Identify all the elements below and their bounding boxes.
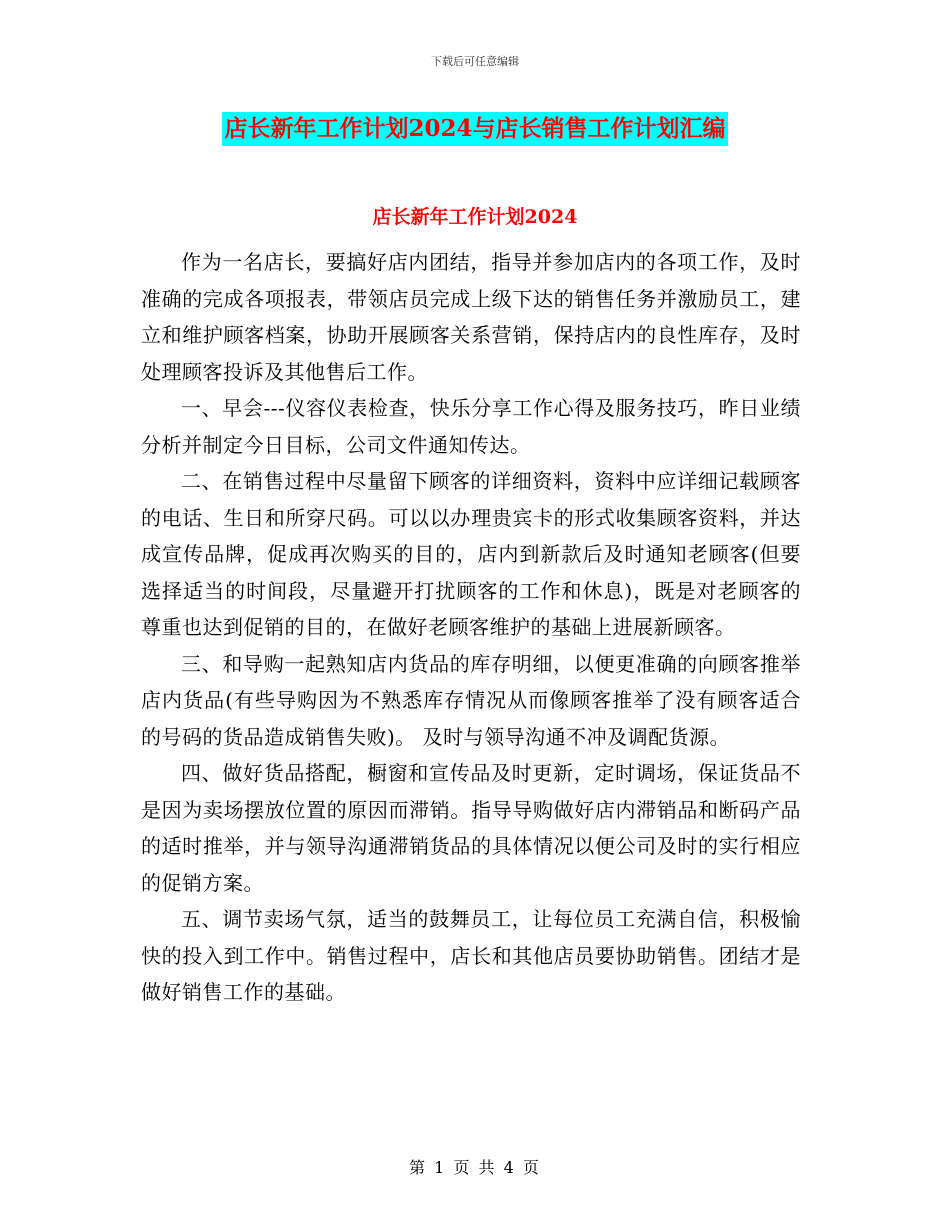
paragraph-item-4: 四、做好货品搭配，橱窗和宣传品及时更新，定时调场，保证货品不是因为卖场摆放位置的原因而滞销。指导导购做好店内滞销品和断码产品的适时推举，并与领导沟通滞销货品的具体情况以便公司及时的实行相应的促销方案。 (141, 761, 801, 895)
header-note: 下载后可任意编辑 (431, 55, 519, 68)
document-title (0, 112, 950, 146)
paragraph-item-2: 二、在销售过程中尽量留下顾客的详细资料，资料中应详细记载顾客的电话、生日和所穿尺码。可以以办理贵宾卡的形式收集顾客资料，并达成宣传品牌，促成再次购买的目的，店内到新款后及时通知老顾客(但要选择适当的时间段，尽量避开打扰顾客的工作和休息)，既是对老顾客的尊重也达到促销的目的，在做好老顾客维护的基础上进展新顾客。 (141, 469, 801, 639)
paragraph-item-3: 三、和导购一起熟知店内货品的库存明细，以便更准确的向顾客推举店内货品(有些导购因为不熟悉库存情况从而像顾客推举了没有顾客适合的号码的货品造成销售失败)。 及时与领导沟通不冲及调配货源。 (141, 651, 801, 749)
paragraph-intro: 作为一名店长，要搞好店内团结，指导并参加店内的各项工作，及时准确的完成各项报表，带领店员完成上级下达的销售任务并激励员工，建立和维护顾客档案，协助开展顾客关系营销，保持店内的良性库存，及时处理顾客投诉及其他售后工作。 (141, 250, 801, 384)
paragraph-item-1: 一、早会---仪容仪表检查，快乐分享工作心得及服务技巧，昨日业绩分析并制定今日目标，公司文件通知传达。 (141, 396, 801, 457)
page-footer: 第 1 页 共 4 页 (409, 1158, 541, 1177)
document-title-text: 店长新年工作计划2024与店长销售工作计划汇编 (222, 112, 727, 146)
paragraph-item-5: 五、调节卖场气氛，适当的鼓舞员工，让每位员工充满自信，积极愉快的投入到工作中。销售过程中，店长和其他店员要协助销售。团结才是做好销售工作的基础。 (141, 907, 801, 1004)
section-title: 店长新年工作计划2024 (372, 206, 578, 228)
document-body (141, 244, 801, 1011)
